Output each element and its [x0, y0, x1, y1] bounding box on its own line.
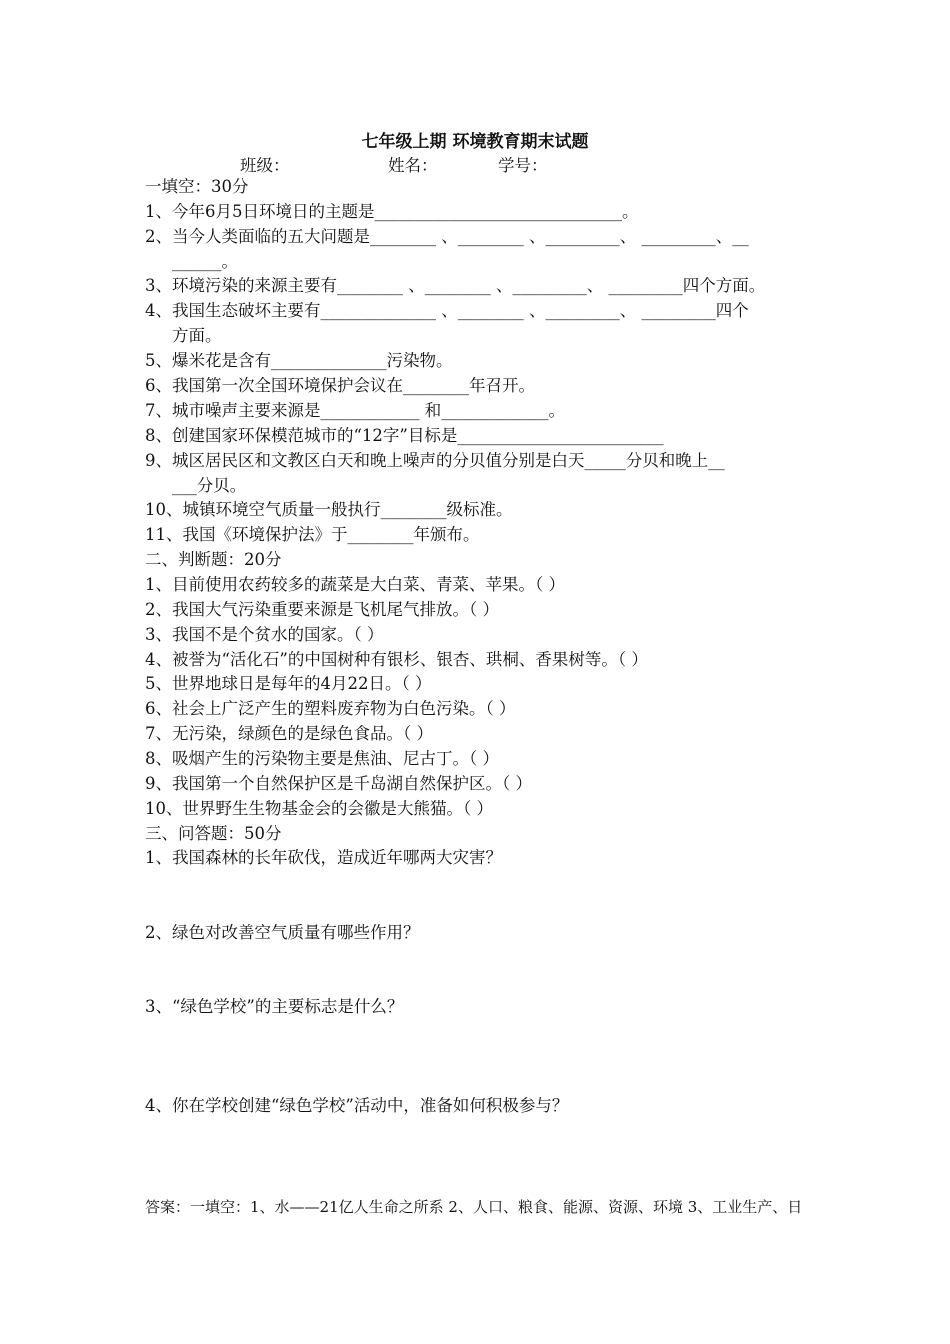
tf-question-9: 9、我国第一个自然保护区是千岛湖自然保护区。（ ）	[145, 774, 532, 793]
tf-question-7: 7、无污染，绿颜色的是绿色食品。（ ）	[145, 724, 433, 743]
tf-question-5: 5、世界地球日是每年的4月22日。（ ）	[145, 674, 432, 693]
fill-question-7: 7、城市噪声主要来源是____________ 和_____________。	[145, 401, 565, 420]
fill-question-9-cont: ___分贝。	[172, 476, 247, 495]
section-heading-fill-blank: 一填空：30分	[145, 177, 249, 196]
tf-question-10: 10、世界野生生物基金会的会徽是大熊猫。（ ）	[145, 799, 493, 818]
section-heading-true-false: 二、判断题：20分	[145, 550, 282, 569]
fill-question-5: 5、爆米花是含有______________污染物。	[145, 351, 453, 370]
class-label: 班级：	[240, 156, 290, 175]
answer-key: 答案：一填空：1、水——21亿人生命之所系 2、人口、粮食、能源、资源、环境 3、工业生产、日	[145, 1198, 803, 1216]
tf-question-4: 4、被誉为“活化石”的中国树种有银杉、银杏、珙桐、香果树等。（ ）	[145, 650, 648, 669]
qa-question-4: 4、你在学校创建“绿色学校”活动中，准备如何积极参与？	[145, 1096, 569, 1115]
fill-question-4-cont: 方面。	[172, 326, 222, 345]
tf-question-8: 8、吸烟产生的污染物主要是焦油、尼古丁。（ ）	[145, 749, 499, 768]
fill-question-10: 10、城镇环境空气质量一般执行________级标准。	[145, 500, 513, 519]
student-info-header	[0, 152, 950, 176]
name-label: 姓名：	[388, 156, 438, 175]
fill-question-9: 9、城区居民区和文教区白天和晚上噪声的分贝值分别是白天_____分贝和晚上__	[145, 451, 725, 470]
fill-question-1: 1、今年6月5日环境日的主题是______________________________。	[145, 202, 639, 221]
qa-question-1: 1、我国森林的长年砍伐，造成近年哪两大灾害？	[145, 848, 502, 867]
tf-question-6: 6、社会上广泛产生的塑料废弃物为白色污染。（ ）	[145, 699, 516, 718]
section-heading-qa: 三、问答题：50分	[145, 824, 282, 843]
tf-question-1: 1、目前使用农药较多的蔬菜是大白菜、青菜、苹果。（ ）	[145, 575, 565, 594]
qa-question-3: 3、“绿色学校”的主要标志是什么？	[145, 997, 404, 1016]
fill-question-2-cont: ______。	[172, 252, 238, 271]
exam-title: 七年级上期 环境教育期末试题	[361, 132, 589, 152]
student-id-label: 学号：	[498, 156, 548, 175]
fill-question-2: 2、当今人类面临的五大问题是________ 、________ 、_________、 _________、__	[145, 227, 749, 246]
tf-question-2: 2、我国大气污染重要来源是飞机尾气排放。（ ）	[145, 600, 499, 619]
fill-question-6: 6、我国第一次全国环境保护会议在________年召开。	[145, 376, 535, 395]
fill-question-11: 11、我国《环境保护法》于________年颁布。	[145, 525, 480, 544]
fill-question-3: 3、环境污染的来源主要有________ 、________ 、_________、 _________四个方面。	[145, 276, 766, 295]
fill-question-4: 4、我国生态破坏主要有______________ 、________ 、_________、 _________四个	[145, 301, 749, 320]
qa-question-2: 2、绿色对改善空气质量有哪些作用？	[145, 923, 420, 942]
fill-question-8: 8、创建国家环保模范城市的“12字”目标是_________________________	[145, 426, 664, 445]
tf-question-3: 3、我国不是个贫水的国家。（ ）	[145, 625, 384, 644]
